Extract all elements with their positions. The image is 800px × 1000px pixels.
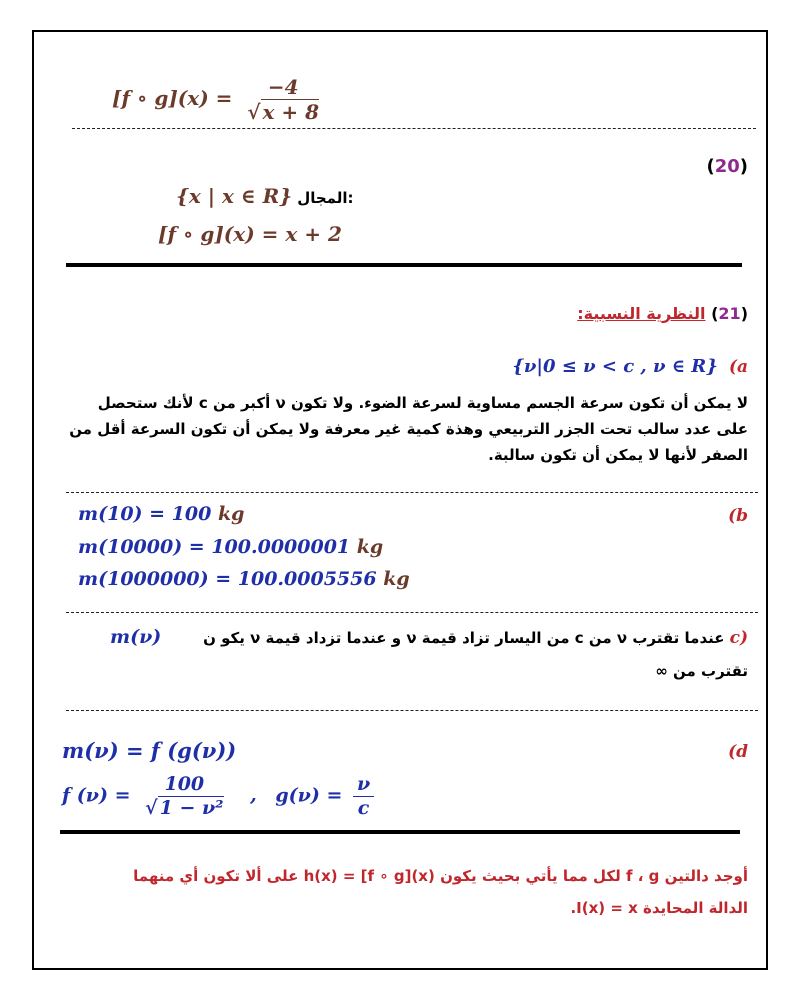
- part-d-eq-2: f (ν) = $\frac{100}{\text{√ 1 − ν²}}$ , g(ν) = $\frac{\nu}{c}$: [62, 774, 378, 819]
- block21-heading: (21) النظرية النسبية:: [577, 304, 748, 323]
- block21-title: النظرية النسبية:: [577, 304, 706, 323]
- block19-fraction: $\frac{-4}{√ x + 8}$: [247, 75, 320, 124]
- part-a-line-3: الصفر لأنها لا يمكن أن تكون سالبة.: [488, 446, 748, 464]
- divider-dashed-1: [72, 128, 756, 129]
- part-c-line-2: تقترب من ∞: [655, 662, 748, 680]
- part-d-f-fraction: $\frac{100}{\text{√ 1 − ν²}}$: [145, 773, 224, 819]
- part-c-expr: m(ν): [110, 626, 162, 648]
- block20-domain: [176, 184, 354, 208]
- block20-composition: [f ∘ g](x) = x + 2: [158, 222, 342, 246]
- page-frame: [32, 30, 768, 970]
- part-a-line-1: لا يمكن أن تكون سرعة الجسم مساوية لسرعة الضوء. ولا تكون ν أكبر من c لأنك ستحصل: [97, 394, 748, 412]
- block19-equation: [112, 76, 327, 123]
- part-b-eq-1: m(10) = 100 kg: [78, 503, 245, 525]
- part-a-set: {ν|0 ≤ ν < c , ν ∈ R}: [512, 356, 718, 377]
- block20-domain-label: المجال:: [297, 189, 354, 207]
- divider-dashed-2: [66, 492, 758, 493]
- block20-domain-set: {x | x ∈ R}: [176, 184, 293, 208]
- divider-thick-2: [60, 830, 740, 834]
- block19-numerator: −4: [264, 76, 303, 100]
- part-a-line-2: على عدد سالب تحت الجزر التربيعي وهذة كمية غير معرفة ولا يمكن أن تكون السرعة أقل من: [69, 420, 748, 438]
- block19-lhs: [f ∘ g](x) =: [112, 86, 233, 110]
- part-c-marker: (c: [729, 628, 748, 648]
- task-line-2: الدالة المحايدة I(x) = x.: [570, 899, 748, 917]
- part-b-eq-3: m(1000000) = 100.0005556 kg: [78, 568, 410, 590]
- part-a-marker: (a: [728, 357, 748, 377]
- block20-number: (20): [706, 156, 748, 177]
- part-d-g-fraction: $\frac{\nu}{c}$: [353, 774, 374, 819]
- part-d-eq-1: m(ν) = f (g(ν)): [62, 738, 237, 763]
- part-a-text: [68, 390, 748, 468]
- task-text: [68, 860, 748, 924]
- part-b-eq-2: m(10000) = 100.0000001 kg: [78, 536, 384, 558]
- part-a-header: [512, 356, 748, 377]
- part-b-marker: (b: [728, 506, 748, 526]
- divider-dashed-4: [66, 710, 758, 711]
- block19-denominator: x + 8: [262, 100, 320, 124]
- task-line-1: أوجد دالتين f ، g لكل مما يأتي بحيث يكون h(x) = [f ∘ g](x) على ألا تكون أي منهما: [133, 867, 748, 885]
- part-d-marker: (d: [728, 742, 748, 762]
- divider-thick-1: [66, 263, 742, 267]
- divider-dashed-3: [66, 612, 758, 613]
- part-c-line-1: (c عندما تقترب ν من c من اليسار تزاد قيمة ν و عندما تزداد قيمة ν يكو ن: [203, 628, 748, 648]
